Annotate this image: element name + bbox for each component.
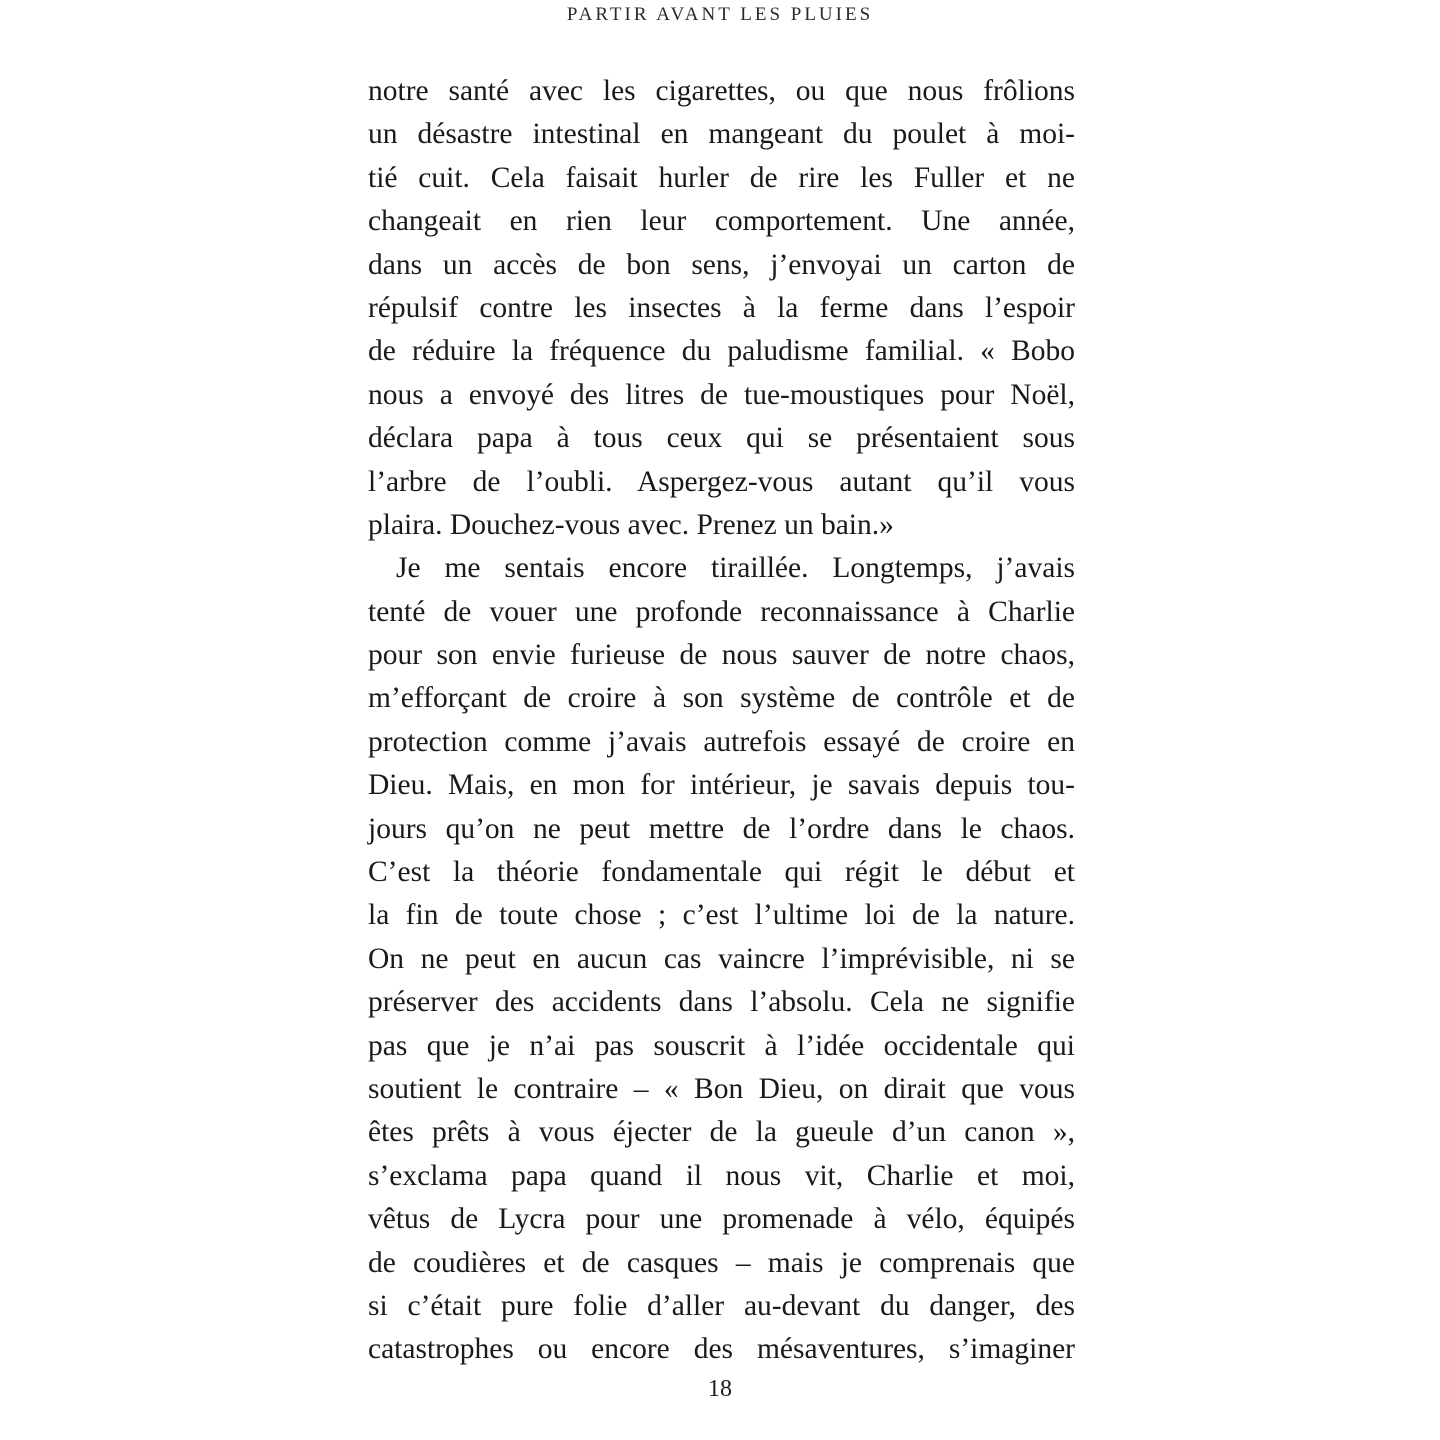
- paragraph-first-line: Je me sentais encore tiraillée. Longtemps, j’avais: [396, 552, 1075, 585]
- text-line: l’arbre de l’oubli. Aspergez-vous autant qu’il vous: [368, 465, 1075, 498]
- text-line: Dieu. Mais, en mon for intérieur, je savais depuis tou-: [368, 769, 1075, 802]
- text-line: tié cuit. Cela faisait hurler de rire les Fuller et ne: [368, 161, 1075, 194]
- text-line: jours qu’on ne peut mettre de l’ordre dans le chaos.: [368, 812, 1075, 845]
- text-line: préserver des accidents dans l’absolu. Cela ne signifie: [368, 986, 1075, 1019]
- text-line: soutient le contraire – « Bon Dieu, on dirait que vous: [368, 1072, 1075, 1105]
- text-line: déclara papa à tous ceux qui se présentaient sous: [368, 422, 1075, 455]
- text-line: tenté de vouer une profonde reconnaissance à Charlie: [368, 595, 1075, 628]
- text-line: changeait en rien leur comportement. Une année,: [368, 205, 1075, 238]
- text-line: C’est la théorie fondamentale qui régit le début et: [368, 856, 1075, 889]
- text-line: êtes prêts à vous éjecter de la gueule d’un canon »,: [368, 1116, 1075, 1149]
- text-line: s’exclama papa quand il nous vit, Charlie et moi,: [368, 1159, 1075, 1192]
- text-line: vêtus de Lycra pour une promenade à vélo, équipés: [368, 1203, 1075, 1236]
- running-head-title: PARTIR AVANT LES PLUIES: [566, 4, 874, 25]
- text-line: protection comme j’avais autrefois essayé de croire en: [368, 725, 1075, 758]
- text-line: On ne peut en aucun cas vaincre l’imprévisible, ni se: [368, 942, 1075, 975]
- text-line: de coudières et de casques – mais je comprenais que: [368, 1246, 1075, 1279]
- text-line: nous a envoyé des litres de tue-moustiques pour Noël,: [368, 378, 1075, 411]
- text-line: répulsif contre les insectes à la ferme dans l’espoir: [368, 291, 1075, 324]
- text-line: pour son envie furieuse de nous sauver de notre chaos,: [368, 639, 1075, 672]
- text-line: catastrophes ou encore des mésaventures, s’imaginer: [368, 1333, 1075, 1366]
- text-line: la fin de toute chose ; c’est l’ultime loi de la nature.: [368, 899, 1075, 932]
- text-line: de réduire la fréquence du paludisme familial. « Bobo: [368, 335, 1075, 368]
- body-text: [368, 70, 1075, 1372]
- text-line: un désastre intestinal en mangeant du poulet à moi-: [368, 118, 1075, 151]
- text-line: si c’était pure folie d’aller au-devant du danger, des: [368, 1289, 1075, 1322]
- text-line: dans un accès de bon sens, j’envoyai un carton de: [368, 248, 1075, 281]
- text-line: notre santé avec les cigarettes, ou que nous frôlions: [368, 75, 1075, 107]
- paragraph-last-line: plaira. Douchez-vous avec. Prenez un bain.»: [368, 508, 894, 541]
- page-number: 18: [708, 1376, 732, 1402]
- text-line: m’efforçant de croire à son système de contrôle et de: [368, 682, 1075, 715]
- text-line: pas que je n’ai pas souscrit à l’idée occidentale qui: [368, 1029, 1075, 1062]
